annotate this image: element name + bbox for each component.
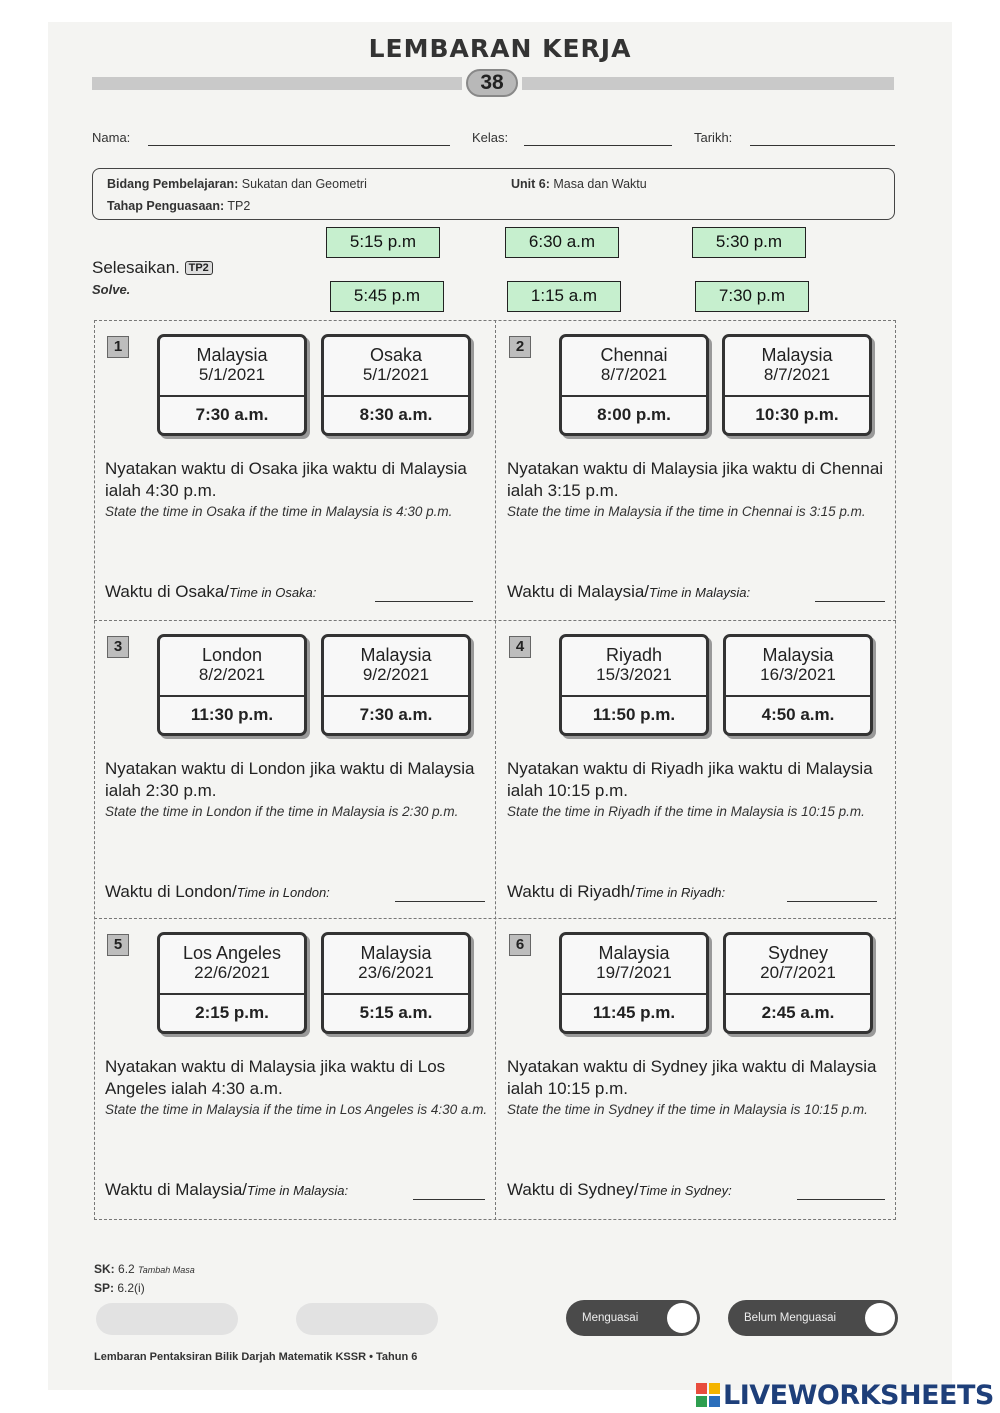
liveworksheets-logo-icon	[696, 1383, 720, 1407]
question-2	[497, 320, 897, 620]
time-card-place: Malaysia	[761, 345, 833, 365]
time-card-place: Malaysia	[762, 645, 834, 665]
time-card-divider	[726, 993, 870, 995]
time-card-divider	[160, 993, 304, 995]
question-english: State the time in Riyadh if the time in Malaysia is 10:15 p.m.	[507, 804, 865, 819]
time-card	[559, 634, 709, 736]
question-text: Nyatakan waktu di Malaysia jika waktu di Los Angeles ialah 4:30 a.m.	[105, 1057, 446, 1098]
name-label: Nama:	[92, 130, 131, 145]
time-card-divider	[324, 695, 468, 697]
name-field-line	[148, 145, 450, 146]
class-field-line	[524, 145, 672, 146]
time-card-time: 8:00 p.m.	[597, 405, 671, 424]
time-card-time: 2:45 a.m.	[761, 1003, 835, 1022]
question-text: Nyatakan waktu di Sydney jika waktu di Malaysia ialah 10:15 p.m.	[507, 1057, 877, 1098]
series-footer: Lembaran Pentaksiran Bilik Darjah Matematik KSSR • Tahun 6	[94, 1351, 418, 1363]
liveworksheets-watermark	[696, 1380, 994, 1411]
answer-label-english: Time in Osaka:	[229, 585, 317, 600]
question-1	[95, 320, 495, 620]
title-band-right	[522, 77, 894, 90]
question-english: State the time in Malaysia if the time in Chennai is 3:15 p.m.	[507, 504, 866, 519]
time-card-divider	[725, 395, 869, 397]
question-number: 3	[107, 636, 129, 658]
answer-line[interactable]	[413, 1199, 485, 1200]
time-card-date: 8/7/2021	[600, 365, 668, 384]
time-card-time: 2:15 p.m.	[195, 1003, 269, 1022]
not-mastered-pill[interactable]	[728, 1300, 898, 1336]
question-english: State the time in Osaka if the time in Malaysia is 4:30 p.m.	[105, 504, 453, 519]
question-text: Nyatakan waktu di Osaka jika waktu di Malaysia ialah 4:30 p.m.	[105, 459, 467, 500]
answer-choice[interactable]: 5:15 p.m	[326, 227, 440, 258]
answer-choice[interactable]: 5:45 p.m	[330, 281, 444, 312]
question-5	[95, 918, 495, 1218]
answer-choice[interactable]: 5:30 p.m	[692, 227, 806, 258]
time-card-divider	[160, 395, 304, 397]
sk-note: Tambah Masa	[138, 1265, 195, 1275]
faded-pill	[296, 1303, 438, 1335]
time-card-time: 4:50 a.m.	[761, 705, 835, 724]
time-card	[157, 334, 307, 436]
answer-line[interactable]	[787, 901, 877, 902]
question-number: 4	[509, 636, 531, 658]
time-card	[722, 334, 872, 436]
answer-label-english: Time in Riyadh:	[634, 885, 726, 900]
time-card-date: 8/2/2021	[198, 665, 266, 684]
sk-label: SK:	[94, 1262, 115, 1276]
mastered-checkbox-icon[interactable]	[667, 1303, 697, 1333]
time-card-place: Malaysia	[360, 645, 432, 665]
question-number: 1	[107, 336, 129, 358]
answer-choice[interactable]: 7:30 p.m	[695, 281, 809, 312]
page-title: LEMBARAN KERJA	[368, 34, 632, 63]
time-card-time: 7:30 a.m.	[359, 705, 433, 724]
time-card-date: 15/3/2021	[596, 665, 672, 684]
time-card-place: London	[201, 645, 263, 665]
sheet-number-badge: 38	[466, 69, 518, 97]
question-text: Nyatakan waktu di London jika waktu di Malaysia ialah 2:30 p.m.	[105, 759, 475, 800]
mastered-pill[interactable]	[566, 1300, 700, 1336]
time-card-place: Los Angeles	[182, 943, 282, 963]
time-card-date: 5/1/2021	[362, 365, 430, 384]
sp-value: 6.2(i)	[117, 1281, 145, 1295]
time-card-time: 8:30 a.m.	[359, 405, 433, 424]
answer-line[interactable]	[375, 601, 473, 602]
answer-label-malay: Waktu di London/	[105, 882, 237, 901]
time-card-place: Malaysia	[196, 345, 268, 365]
sp-label: SP:	[94, 1281, 115, 1295]
answer-line[interactable]	[395, 901, 485, 902]
date-label: Tarikh:	[694, 130, 733, 145]
time-card-divider	[726, 695, 870, 697]
time-card-place: Sydney	[767, 943, 829, 963]
time-card-date: 9/2/2021	[362, 665, 430, 684]
time-card	[559, 932, 709, 1034]
time-card-date: 23/6/2021	[358, 963, 434, 982]
time-card-divider	[324, 395, 468, 397]
answer-label-malay: Waktu di Sydney/	[507, 1180, 639, 1199]
question-4	[497, 620, 897, 920]
class-label: Kelas:	[472, 130, 509, 145]
time-card-divider	[562, 993, 706, 995]
not-mastered-checkbox-icon[interactable]	[865, 1303, 895, 1333]
time-card	[723, 634, 873, 736]
time-card-time: 7:30 a.m.	[195, 405, 269, 424]
level-label: Tahap Penguasaan:	[107, 199, 225, 213]
answer-label-english: Time in Malaysia:	[247, 1183, 349, 1198]
time-card-date: 5/1/2021	[198, 365, 266, 384]
answer-label	[507, 582, 750, 602]
sp-reference	[94, 1281, 145, 1295]
time-card-place: Osaka	[369, 345, 423, 365]
time-card	[157, 932, 307, 1034]
answer-label	[105, 882, 330, 902]
time-card-place: Malaysia	[360, 943, 432, 963]
time-card-date: 20/7/2021	[760, 963, 836, 982]
question-number: 5	[107, 934, 129, 956]
answer-label-malay: Waktu di Osaka/	[105, 582, 230, 601]
question-text: Nyatakan waktu di Malaysia jika waktu di Chennai ialah 3:15 p.m.	[507, 459, 884, 500]
answer-label-malay: Waktu di Malaysia/	[507, 582, 650, 601]
time-card	[157, 634, 307, 736]
grid-divider-vertical	[495, 320, 496, 1220]
level-value: TP2	[227, 199, 251, 213]
question-english: State the time in Sydney if the time in Malaysia is 10:15 p.m.	[507, 1102, 868, 1117]
answer-label-english: Time in Malaysia:	[649, 585, 751, 600]
time-card-time: 11:45 p.m.	[592, 1003, 676, 1022]
time-card-time: 11:30 p.m.	[190, 705, 274, 724]
answer-line[interactable]	[815, 601, 885, 602]
tp2-badge: TP2	[185, 261, 213, 275]
time-card-divider	[324, 993, 468, 995]
instruction	[92, 258, 213, 278]
sk-value: 6.2	[118, 1262, 135, 1276]
area-value: Sukatan dan Geometri	[241, 177, 367, 191]
not-mastered-label: Belum Menguasai	[744, 1312, 837, 1324]
title-band-left	[92, 77, 462, 90]
time-card-divider	[562, 695, 706, 697]
question-text: Nyatakan waktu di Riyadh jika waktu di Malaysia ialah 10:15 p.m.	[507, 759, 873, 800]
learning-info-box	[92, 168, 895, 220]
instruction-english: Solve.	[92, 282, 131, 297]
time-card	[321, 634, 471, 736]
time-card-place: Chennai	[600, 345, 668, 365]
unit-value: Masa dan Waktu	[553, 177, 647, 191]
answer-label	[105, 582, 316, 602]
answer-label-english: Time in London:	[236, 885, 330, 900]
answer-label-malay: Waktu di Riyadh/	[507, 882, 635, 901]
time-card-time: 11:50 p.m.	[592, 705, 676, 724]
sk-reference	[94, 1262, 195, 1276]
time-card	[321, 334, 471, 436]
mastered-label: Menguasai	[582, 1312, 639, 1324]
instruction-text: Selesaikan.	[92, 258, 180, 277]
answer-label	[105, 1180, 348, 1200]
liveworksheets-brand: LIVEWORKSHEETS	[723, 1380, 994, 1411]
time-card-date: 16/3/2021	[760, 665, 836, 684]
answer-choice[interactable]: 1:15 a.m	[507, 281, 621, 312]
faded-pill	[96, 1303, 238, 1335]
time-card-divider	[562, 395, 706, 397]
question-3	[95, 620, 495, 920]
question-6	[497, 918, 897, 1218]
answer-line[interactable]	[797, 1199, 885, 1200]
time-card-date: 8/7/2021	[763, 365, 831, 384]
answer-label-malay: Waktu di Malaysia/	[105, 1180, 248, 1199]
date-field-line	[750, 145, 895, 146]
question-english: State the time in Malaysia if the time in Los Angeles is 4:30 a.m.	[105, 1102, 488, 1117]
area-label: Bidang Pembelajaran:	[107, 177, 239, 191]
time-card-place: Riyadh	[605, 645, 663, 665]
question-number: 2	[509, 336, 531, 358]
time-card-time: 5:15 a.m.	[359, 1003, 433, 1022]
time-card	[723, 932, 873, 1034]
time-card-time: 10:30 p.m.	[755, 405, 839, 424]
question-english: State the time in London if the time in Malaysia is 2:30 p.m.	[105, 804, 459, 819]
answer-choice[interactable]: 6:30 a.m	[505, 227, 619, 258]
question-number: 6	[509, 934, 531, 956]
time-card	[321, 932, 471, 1034]
unit-label: Unit 6:	[511, 177, 550, 191]
answer-label	[507, 882, 725, 902]
time-card-date: 19/7/2021	[596, 963, 672, 982]
time-card-divider	[160, 695, 304, 697]
answer-label	[507, 1180, 732, 1200]
time-card-date: 22/6/2021	[194, 963, 270, 982]
answer-label-english: Time in Sydney:	[638, 1183, 732, 1198]
time-card	[559, 334, 709, 436]
time-card-place: Malaysia	[598, 943, 670, 963]
